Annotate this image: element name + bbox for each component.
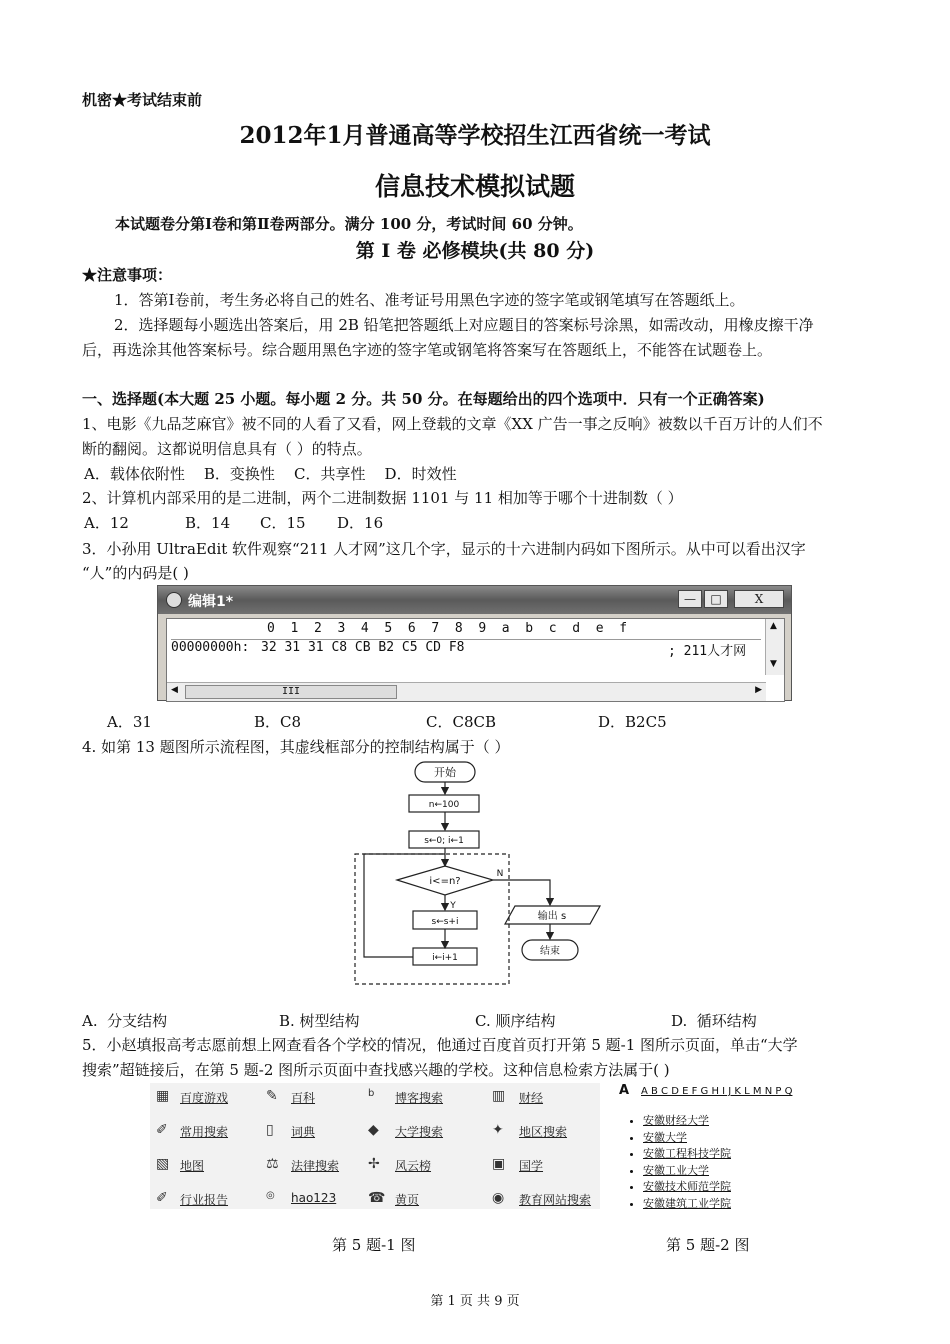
q3-option-d: D．B2C5 xyxy=(598,713,667,731)
minimize-button[interactable]: — xyxy=(678,590,702,608)
pen-icon: ✎ xyxy=(266,1088,278,1104)
scroll-left-icon[interactable]: ◀ xyxy=(171,685,178,695)
link-dictionary[interactable]: 词典 xyxy=(291,1125,316,1139)
window-titlebar xyxy=(158,586,791,614)
link-edu-site-search[interactable]: 教育网站搜索 xyxy=(519,1193,592,1207)
q1-options: A．载体依附性 B．变换性 C．共享性 D．时效性 xyxy=(84,465,457,483)
hex-address: 00000000h: xyxy=(171,640,250,655)
q3-line1: 3．小孙用 UltraEdit 软件观察“211 人才网”这几个字，显示的十六进制内码如下图所示。从中可以看出汉字 xyxy=(82,540,806,558)
phone-icon: ☎ xyxy=(368,1190,386,1206)
end-label: 结束 xyxy=(540,946,560,957)
flowchart xyxy=(350,758,610,990)
horizontal-scrollbar[interactable] xyxy=(167,682,766,701)
link-blog-search[interactable]: 博客搜索 xyxy=(395,1091,444,1105)
education-icon: ◉ xyxy=(492,1190,505,1206)
link-baidu-games[interactable]: 百度游戏 xyxy=(180,1091,229,1105)
note-1: 1．答第Ⅰ卷前，考生务必将自己的姓名、准考证号用黑色字迹的签字笔或钢笔填写在答题纸上。 xyxy=(114,291,745,309)
init-n-label: n←100 xyxy=(428,800,460,810)
q4-option-b: B. 树型结构 xyxy=(279,1012,360,1030)
q2-option-c: C．15 xyxy=(260,514,306,532)
q4-option-a: A. 分支结构 xyxy=(82,1012,168,1030)
q5-line2: 搜索”超链接后，在第 5 题-2 图所示页面中查找感兴趣的学校。这种信息检索方法属于( ) xyxy=(82,1061,670,1079)
scroll-up-icon[interactable]: ▲ xyxy=(770,621,777,631)
scroll-thumb[interactable]: III xyxy=(185,685,397,699)
hex-row xyxy=(171,639,761,657)
alphabet-index[interactable]: A B C D E F G H I J K L M N P Q xyxy=(641,1086,793,1097)
figure-caption-2: 第 5 题-2 图 xyxy=(666,1236,750,1254)
secret-label: 机密★考试结束前 xyxy=(82,91,203,109)
link-yellow-pages[interactable]: 黄页 xyxy=(395,1193,420,1207)
app-icon xyxy=(166,592,182,608)
note-2-cont: 后，再选涂其他答案标号。综合题用黑色字迹的签字笔或钢笔将答案写在答题纸上，不能答在试题卷上。 xyxy=(82,341,773,359)
window-title: 编辑1* xyxy=(188,594,234,610)
school-link[interactable]: • 安徽财经大学 xyxy=(643,1113,731,1130)
school-link[interactable]: • 安徽大学 xyxy=(643,1130,731,1147)
ultraedit-window xyxy=(157,585,792,701)
q4-option-d: D. 循环结构 xyxy=(671,1012,757,1030)
close-button[interactable]: X xyxy=(734,590,784,608)
map-icon: ▧ xyxy=(156,1156,170,1172)
q3-option-c: C．C8CB xyxy=(426,713,496,731)
init-s-label: s←0; i←1 xyxy=(424,836,464,846)
q1-line2: 断的翻阅。这都说明信息具有（ ）的特点。 xyxy=(82,440,372,458)
link-region-search[interactable]: 地区搜索 xyxy=(519,1125,568,1139)
link-law-search[interactable]: 法律搜索 xyxy=(291,1159,340,1173)
blog-icon: b xyxy=(368,1088,375,1099)
condition-label: i<=n? xyxy=(429,876,461,887)
hex-bytes: 32 31 31 C8 CB B2 C5 CD F8 xyxy=(261,640,465,655)
note-2: 2．选择题每小题选出答案后，用 2B 铅笔把答题纸上对应题目的答案标号涂黑，如需改动，用橡皮擦干净 xyxy=(114,316,814,334)
pinwheel-icon: ✢ xyxy=(368,1156,380,1172)
scale-icon: ⚖ xyxy=(266,1156,279,1172)
part-title: 第 I 卷 必修模块(共 80 分) xyxy=(355,240,595,262)
report-icon: ✐ xyxy=(156,1190,168,1206)
q4-option-c: C. 顺序结构 xyxy=(475,1012,556,1030)
exam-title: 2012年1月普通高等学校招生江西省统一考试 xyxy=(239,122,711,149)
q3-line2: “人”的内码是( ) xyxy=(82,564,189,582)
body1-label: s←s+i xyxy=(431,917,459,927)
page-footer: 第 1 页 共 9 页 xyxy=(430,1294,520,1309)
link-finance[interactable]: 财经 xyxy=(519,1091,544,1105)
school-link[interactable]: • 安徽工程科技学院 xyxy=(643,1146,731,1163)
link-common-search[interactable]: 常用搜索 xyxy=(180,1125,229,1139)
wrench-icon: ✐ xyxy=(156,1122,168,1138)
notes-heading: ★注意事项： xyxy=(82,266,173,284)
link-trend-board[interactable]: 风云榜 xyxy=(395,1159,432,1173)
no-label: N xyxy=(496,869,504,879)
section-heading: 一、选择题(本大题 25 小题。每小题 2 分。共 50 分。在每题给出的四个选项中．只有一个正确答案) xyxy=(82,390,765,408)
q4-stem: 4. 如第 13 题图所示流程图，其虚线框部分的控制结构属于（ ） xyxy=(82,738,510,756)
graduation-cap-icon: ◆ xyxy=(368,1122,379,1138)
region-icon: ✦ xyxy=(492,1122,504,1138)
baidu-more-panel xyxy=(150,1083,600,1209)
figure-caption-1: 第 5 题-1 图 xyxy=(332,1236,416,1254)
hao123-icon: ◎ xyxy=(266,1190,275,1201)
school-link[interactable]: • 安徽技术师范学院 xyxy=(643,1179,731,1196)
yes-label: Y xyxy=(450,901,456,911)
link-guoxue[interactable]: 国学 xyxy=(519,1159,544,1173)
scroll-right-icon[interactable]: ▶ xyxy=(755,685,762,695)
school-link[interactable]: • 安徽工业大学 xyxy=(643,1163,731,1180)
link-industry-report[interactable]: 行业报告 xyxy=(180,1193,229,1207)
hex-view xyxy=(166,618,785,702)
q2-option-a: A．12 xyxy=(84,514,129,532)
game-icon: ▦ xyxy=(156,1088,170,1104)
intro-text: 本试题卷分第Ⅰ卷和第Ⅱ卷两部分。满分 100 分，考试时间 60 分钟。 xyxy=(115,215,583,233)
q3-option-b: B．C8 xyxy=(254,713,302,731)
hex-ruler: 0 1 2 3 4 5 6 7 8 9 a b c d e f xyxy=(267,621,628,636)
q1-line1: 1、电影《九品芝麻官》被不同的人看了又看，网上登载的文章《XX 广告一事之反响》被数以千百万计的人们不 xyxy=(82,415,823,433)
paper-subtitle: 信息技术模拟试题 xyxy=(374,172,575,201)
link-hao123[interactable]: hao123 xyxy=(291,1191,337,1205)
current-letter: A xyxy=(619,1083,630,1098)
scroll-down-icon[interactable]: ▼ xyxy=(770,659,777,669)
link-university-search[interactable]: 大学搜索 xyxy=(395,1125,444,1139)
school-list-panel xyxy=(617,1083,847,1213)
maximize-button[interactable]: □ xyxy=(704,590,728,608)
guoxue-icon: ▣ xyxy=(492,1156,506,1172)
book-icon: ▯ xyxy=(266,1122,274,1138)
school-link[interactable]: • 安徽建筑工业学院 xyxy=(643,1196,731,1213)
q2-option-b: B．14 xyxy=(185,514,231,532)
link-baike[interactable]: 百科 xyxy=(291,1091,316,1105)
link-map[interactable]: 地图 xyxy=(180,1159,205,1173)
body2-label: i←i+1 xyxy=(432,953,458,963)
hex-text: ; 211人才网 xyxy=(668,644,747,659)
start-label: 开始 xyxy=(434,766,456,779)
q2-stem: 2、计算机内部采用的是二进制，两个二进制数据 1101 与 11 相加等于哪个十进制数（ ） xyxy=(82,489,683,507)
q3-option-a: A．31 xyxy=(107,713,152,731)
coins-icon: ▥ xyxy=(492,1088,506,1104)
q2-option-d: D．16 xyxy=(337,514,384,532)
vertical-scrollbar[interactable] xyxy=(765,619,784,675)
q5-line1: 5．小赵填报高考志愿前想上网查看各个学校的情况，他通过百度首页打开第 5 题-1 图所示页面，单击“大学 xyxy=(82,1036,798,1054)
output-label: 输出 s xyxy=(537,911,567,922)
